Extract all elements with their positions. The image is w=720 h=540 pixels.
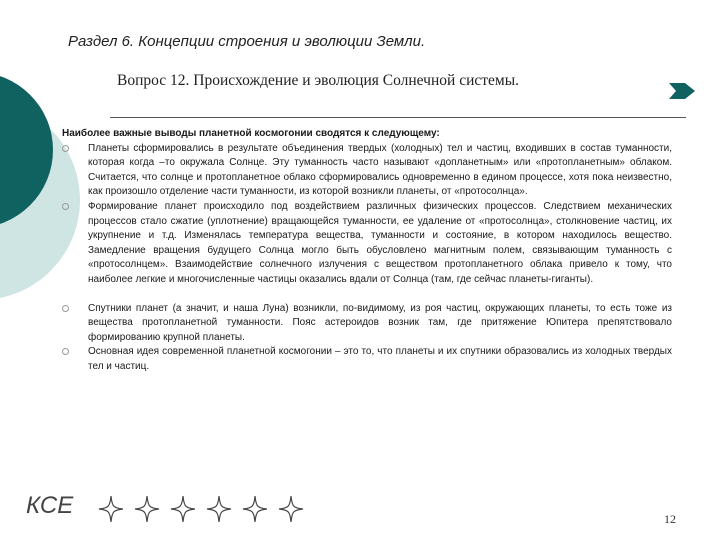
four-point-star-icon <box>97 494 125 524</box>
list-item-text: Формирование планет происходило под воздействием различных физических процессов. Следствием механических процессов стало сжатие (уплотнение) вращающейся туманности, ее удаление от «протосолнца», столкновение частиц, их укрупнение и т.д. Изменялась температура вещества, туманности и состояние, в котором находилось вещество. Замедление вращения будущего Солнца могло быть обусловлено магнитным полем, связывающим туманность с «протосолнцем». Взаимодействие солнечного излучения с веществом протопланетного облака привело к тому, что наиболее легкие и многочисленные частицы оказались вдали от Солнца (там, где сейчас планеты-гиганты). <box>88 200 672 285</box>
four-point-star-icon <box>277 494 305 524</box>
circle-bullet-icon <box>62 348 69 355</box>
decorative-stars <box>97 494 313 524</box>
list-item <box>62 200 672 288</box>
next-arrow-icon[interactable] <box>667 80 697 102</box>
title-divider <box>110 117 686 118</box>
list-item-text: Планеты сформировались в результате объединения твердых (холодных) тел и частиц, входивших в состав туманности, которая когда –то окружала Солнце. Эту туманность часто называют «допланетным» или «протопланетным» облаком. Считается, что солнце и протопланетное облако сформировались одновременно в едином процессе, хотя пока неизвестно, как произошло отделение части туманности, из которой возникли планеты, от «протосолнца». <box>88 142 672 198</box>
circle-bullet-icon <box>62 145 69 152</box>
list-item-text: Спутники планет (а значит, и наша Луна) возникли, по-видимому, из роя частиц, окружающих планеты, то есть тоже из вещества протопланетной туманности. Пояс астероидов возник там, где притяжение Юпитера препятствовало формированию крупной планеты. <box>88 302 672 343</box>
list-item <box>62 302 672 346</box>
four-point-star-icon <box>205 494 233 524</box>
list-item <box>62 142 672 200</box>
list-item-text: Основная идея современной планетной космогонии – это то, что планеты и их спутники образовались из холодных твердых тел и частиц. <box>88 346 672 372</box>
intro-heading: Наиболее важные выводы планетной космогонии сводятся к следующему: <box>62 128 440 139</box>
list-item <box>62 345 672 374</box>
slide-body <box>62 127 672 375</box>
four-point-star-icon <box>169 494 197 524</box>
footer-label: КСЕ <box>26 492 74 519</box>
conclusions-list <box>62 142 672 375</box>
section-title: Раздел 6. Концепции строения и эволюции Земли. <box>68 33 426 50</box>
circle-bullet-icon <box>62 305 69 312</box>
circle-bullet-icon <box>62 203 69 210</box>
page-number: 12 <box>664 512 676 526</box>
four-point-star-icon <box>133 494 161 524</box>
question-title: Вопрос 12. Происхождение и эволюция Солнечной системы. <box>117 72 519 89</box>
four-point-star-icon <box>241 494 269 524</box>
